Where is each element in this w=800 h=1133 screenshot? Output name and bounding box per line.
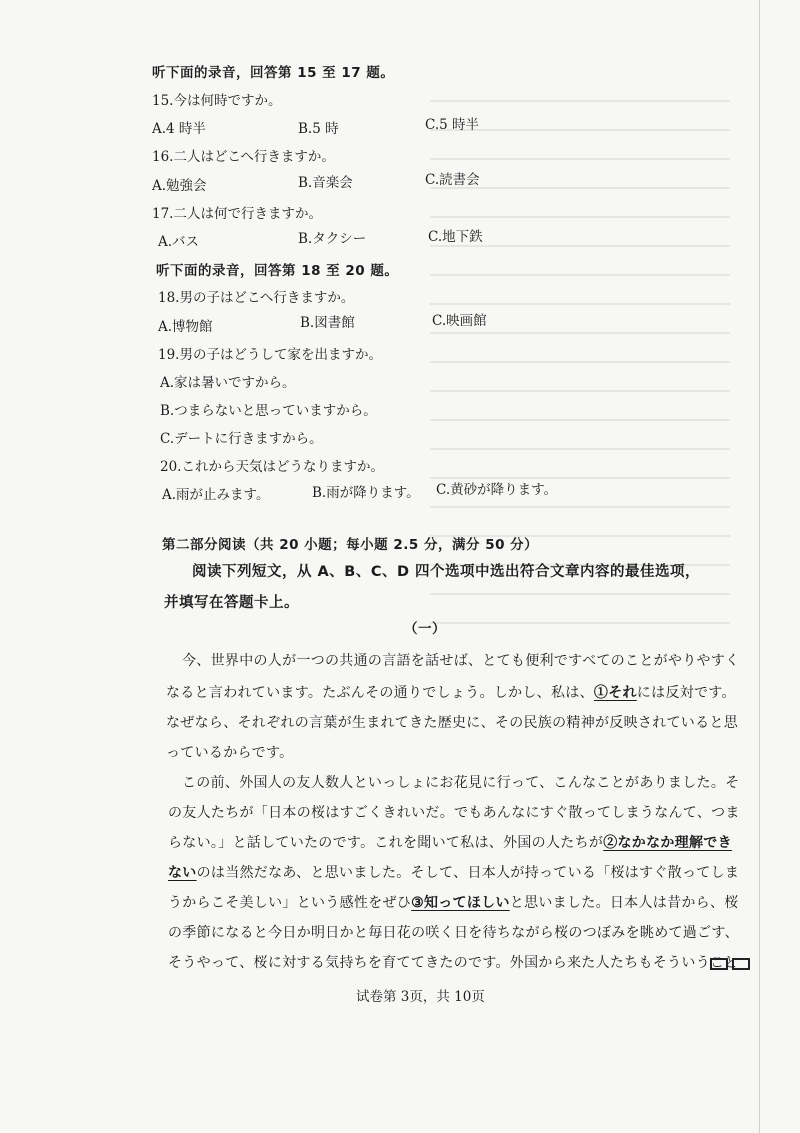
underlined-phrase-3: ③知ってほしい [411, 895, 510, 911]
passage-line-2-post: には反対です。 [636, 685, 736, 701]
question-17: 17.二人は何で行きますか。 [152, 206, 322, 222]
passage-line-1-text: 今、世界中の人が一つの共通の言語を話せば、とても便利ですべてのことがやりやすく [182, 653, 740, 669]
passage-line-9-text: うからこそ美しい」という感性をぜひ [168, 895, 412, 911]
reading-instruction-1: 阅读下列短文，从 A、B、C、D 四个选项中选出符合文章内容的最佳选项， [192, 564, 701, 580]
passage-line-11-text: そうやって、桜に対する気持ちを育ててきたのです。外国から来た人たちもそういうこと [168, 955, 739, 971]
passage-line-1 [182, 652, 739, 670]
passage-line-3 [166, 714, 738, 732]
passage-line-5 [182, 774, 739, 792]
q15-option-a: A.4 時半 [152, 121, 206, 137]
underlined-phrase-1: ①それ [593, 685, 637, 701]
passage-line-10-text: の季節になると今日か明日かと毎日花の咲く日を待ちながら桜のつぼみを眺めて過ごす、 [168, 925, 739, 941]
q16-option-c: C.読書会 [425, 172, 480, 188]
q17-option-a: A.バス [158, 234, 200, 250]
reading-section-title: 第二部分阅读（共 20 小题；每小题 2.5 分，满分 50 分） [162, 537, 539, 553]
question-18: 18.男の子はどこへ行きますか。 [158, 290, 355, 306]
passage-line-4 [166, 744, 293, 762]
q18-option-b: B.図書館 [300, 315, 355, 331]
q20-option-a: A.雨が止みます。 [162, 487, 270, 503]
passage-number: （一） [404, 621, 446, 637]
underlined-phrase-2-cont: ない [168, 865, 197, 881]
passage-line-2 [166, 684, 736, 702]
q18-option-a: A.博物館 [158, 319, 213, 335]
question-16: 16.二人はどこへ行きますか。 [152, 149, 335, 165]
passage-line-6 [168, 804, 740, 822]
bleed-through-shadow [430, 80, 730, 640]
q15-option-c: C.5 時半 [425, 117, 480, 133]
question-19: 19.男の子はどうして家を出ますか。 [158, 347, 382, 363]
underlined-phrase-2: ②なかなか理解でき [603, 835, 732, 851]
listening-header-15-17: 听下面的录音，回答第 15 至 17 题。 [152, 65, 395, 81]
scan-edge-divider [759, 0, 760, 1133]
passage-line-9-post: と思いました。日本人は昔から、桜 [509, 895, 739, 911]
listening-header-18-20: 听下面的录音，回答第 18 至 20 题。 [156, 263, 399, 279]
question-15: 15.今は何時ですか。 [152, 93, 282, 109]
passage-line-3-text: なぜなら、それぞれの言葉が生まれてきた歴史に、その民族の精神が反映されていると思 [166, 715, 738, 731]
q19-option-c: C.デートに行きますから。 [160, 431, 323, 447]
passage-line-8 [168, 864, 739, 882]
page-footer: 试卷第 3页，共 10页 [356, 989, 485, 1005]
q19-option-a: A.家は暑いですから。 [160, 375, 296, 391]
q17-option-b: B.タクシー [298, 231, 367, 247]
q18-option-c: C.映画館 [432, 313, 487, 329]
scan-marker-box-1 [710, 958, 728, 970]
passage-line-5-text: この前、外国人の友人数人といっしょにお花見に行って、こんなことがありました。そ [182, 775, 740, 791]
q16-option-b: B.音楽会 [298, 175, 353, 191]
reading-instruction-2: 并填写在答题卡上。 [164, 595, 299, 611]
passage-line-2-text: なると言われています。たぶんその通りでしょう。しかし、私は、 [166, 685, 594, 701]
passage-line-7-text: らない。」と話していたのです。これを聞いて私は、外国の人たちが [168, 835, 604, 851]
scan-marker-boxes [710, 958, 750, 970]
q19-option-b: B.つまらないと思っていますから。 [160, 403, 377, 419]
passage-line-10 [168, 924, 739, 942]
q15-option-b: B.5 時 [298, 121, 339, 137]
q16-option-a: A.勉強会 [152, 178, 207, 194]
scan-marker-box-2 [732, 958, 750, 970]
passage-line-11 [168, 954, 739, 972]
passage-line-6-text: の友人たちが「日本の桜はすごくきれいだ。でもあんなにすぐ散ってしまうなんて、つま [168, 805, 740, 821]
q17-option-c: C.地下鉄 [428, 229, 483, 245]
question-20: 20.これから天気はどうなりますか。 [160, 459, 384, 475]
passage-line-9 [168, 894, 739, 912]
passage-line-8-post: のは当然だなあ、と思いました。そして、日本人が持っている「桜はすぐ散ってしま [196, 865, 740, 881]
passage-line-4-text: っているからです。 [166, 745, 294, 761]
passage-line-7 [168, 834, 732, 852]
q20-option-c: C.黄砂が降ります。 [436, 482, 558, 498]
q20-option-b: B.雨が降ります。 [312, 485, 420, 501]
